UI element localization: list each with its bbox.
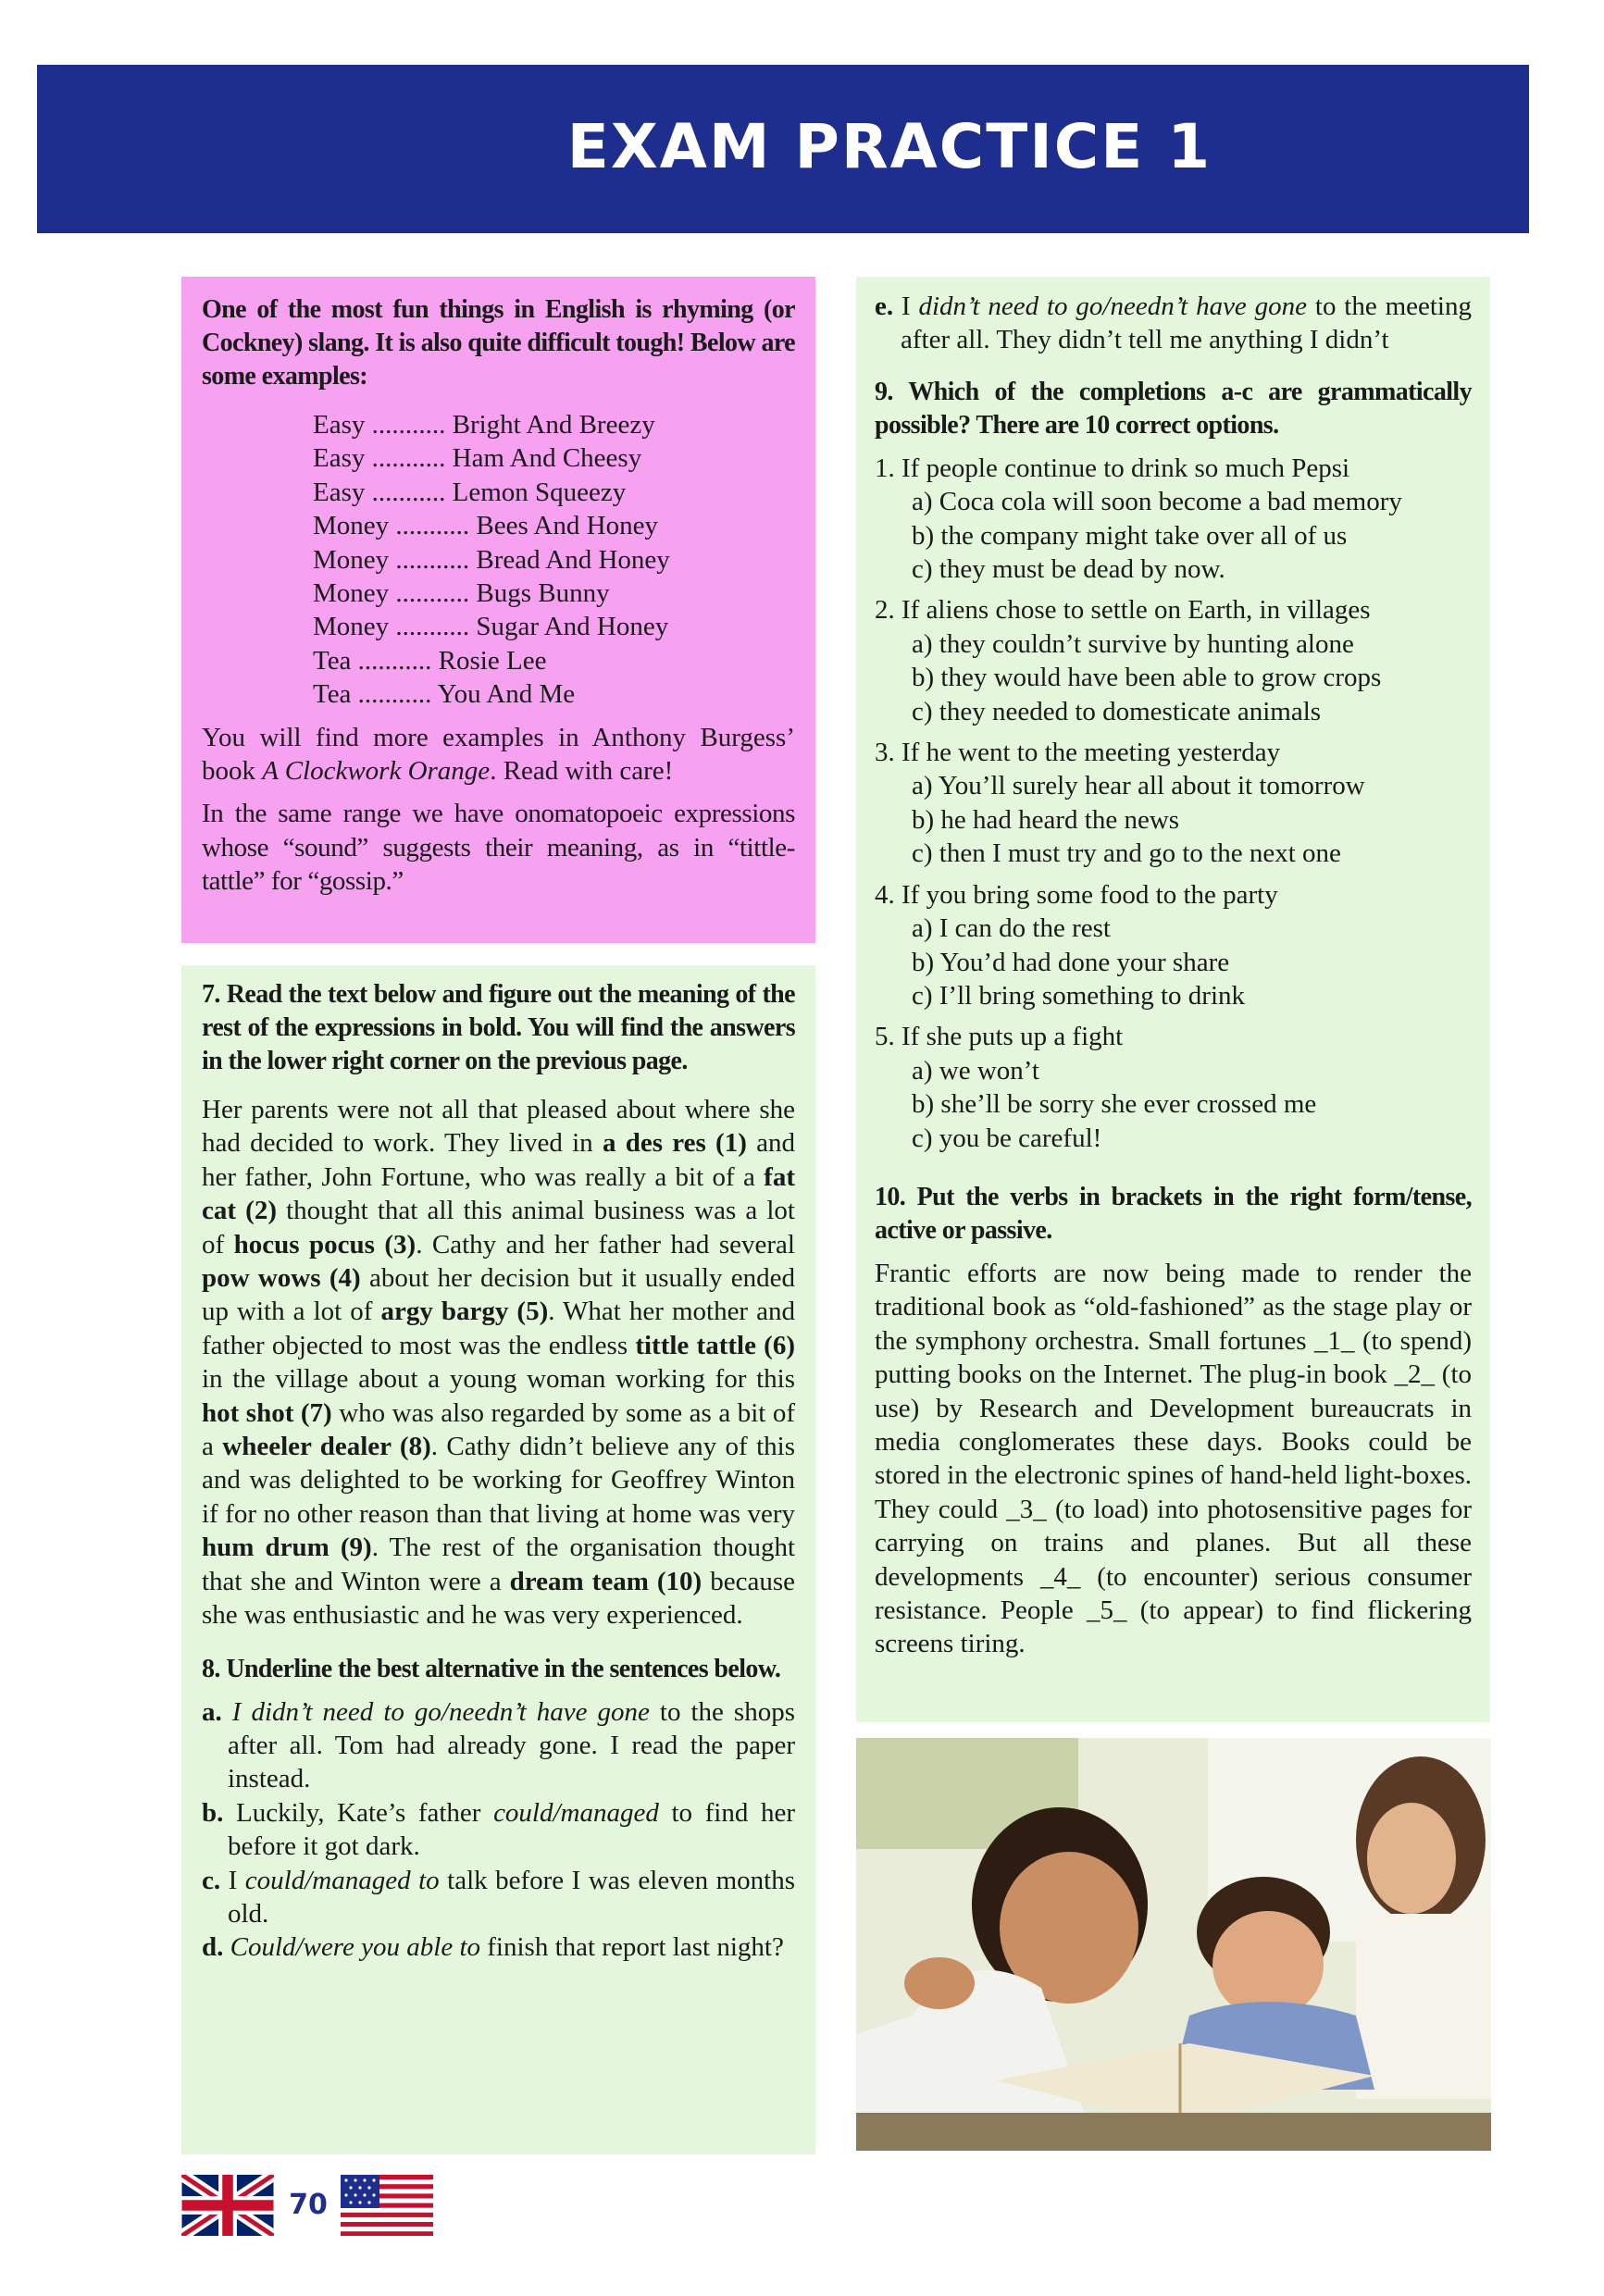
onomatopoeic-note: In the same range we have onomatopoeic expressions whose “sound” suggests their meaning, as in “tittle-tattle” for “gossip.” [202, 799, 795, 897]
option: b) the company might take over all of us [912, 520, 1348, 551]
text-run: . What her mother and father objected to most was the endless [202, 1297, 796, 1360]
exercise-9-10-box [856, 277, 1490, 1722]
option: c) I’ll bring something to drink [912, 980, 1246, 1011]
option: a) You’ll surely hear all about it tomorrow [912, 771, 1365, 801]
slang-item: Money ........... Bugs Bunny [313, 578, 610, 609]
exercise-8-item: e. I didn’t need to go/needn’t have gone to the meeting after all. They didn’t tell me anything I didn’t [875, 292, 1472, 355]
exercise-10-heading: 10. Put the verbs in brackets in the right form/tense, active or passive. [875, 1182, 1472, 1245]
text-run: about her decision but it usually ended up with a lot of [202, 1263, 795, 1327]
us-flag-icon [341, 2175, 433, 2236]
item-label: b. [202, 1797, 224, 1828]
slang-item: Easy ........... Bright And Breezy [313, 410, 655, 440]
alternatives: could/managed [493, 1797, 659, 1828]
option: b) they would have been able to grow crops [912, 663, 1382, 693]
exercise-8-continued [875, 290, 1472, 357]
option: b) she’ll be sorry she ever crossed me [912, 1089, 1317, 1120]
exercise-8-item: b. Luckily, Kate’s father could/managed to find her before it got dark. [202, 1797, 795, 1862]
text-run: . Cathy didn’t believe any of this and was delighted to be working for Geoffrey Winton if for no other reason than that living at home was very [202, 1432, 795, 1529]
option: b) You’d had done your share [912, 947, 1230, 977]
photo-illustration [856, 1738, 1491, 2151]
question: 3. If he went to the meeting yesterday [875, 738, 1281, 768]
item-label: a. [202, 1696, 222, 1727]
question: 4. If you bring some food to the party [875, 879, 1278, 910]
alternatives: Could/were you able to [230, 1932, 481, 1963]
slang-item: Tea ........... Rosie Lee [313, 645, 547, 676]
page-number: 70 [289, 2189, 328, 2221]
slang-item: Tea ........... You And Me [313, 679, 576, 710]
slang-intro: One of the most fun things in English is rhyming (or Cockney) slang. It is also quite difficult tough! Below are some examples: [202, 295, 795, 391]
slang-item: Easy ........... Ham And Cheesy [313, 443, 642, 474]
exercise-8-item: a. I didn’t need to go/needn’t have gone to the shops after all. Tom had already gone. I read the paper instead. [202, 1696, 796, 1794]
item-label: c. [202, 1865, 221, 1895]
option: c) they must be dead by now. [912, 554, 1225, 585]
text-run: . The rest of the organisation thought that she and Winton were a [202, 1533, 796, 1596]
option: a) I can do the rest [912, 913, 1111, 944]
option: c) then I must try and go to the next one [912, 838, 1341, 869]
text-run: because she was enthusiastic and he was very experienced. [202, 1566, 795, 1631]
option: b) he had heard the news [912, 804, 1180, 835]
bold-expression: a des res (1) [602, 1128, 747, 1159]
bold-expression: hot shot (7) [202, 1397, 332, 1428]
text-run: and her father, John Fortune, who was really a bit of a [202, 1128, 795, 1192]
slang-item: Money ........... Bread And Honey [313, 544, 670, 575]
text-run: who was also regarded by some as a bit of a [202, 1397, 796, 1462]
cockney-slang-box [181, 277, 815, 943]
exercise-8-heading: 8. Underline the best alternative in the sentences below. [202, 1654, 781, 1683]
bold-expression: fat cat (2) [202, 1161, 795, 1226]
exercise-7-text [202, 1093, 795, 1632]
option: a) Coca cola will soon become a bad memory [912, 487, 1402, 517]
alternatives: didn’t need to go/needn’t have gone [918, 292, 1308, 321]
exercise-9-heading: 9. Which of the completions a-c are grammatically possible? There are 10 correct options. [875, 377, 1472, 440]
slang-item: Money ........... Sugar And Honey [313, 612, 669, 642]
text-run: . Cathy and her father had several [416, 1229, 795, 1260]
page-footer [181, 2175, 431, 2236]
alternatives: could/managed to [244, 1865, 440, 1895]
text-run: in the village about a young woman working for this [202, 1364, 795, 1395]
option: c) you be careful! [912, 1123, 1102, 1153]
bold-expression: pow wows (4) [202, 1263, 361, 1294]
exercise-7-8-box [181, 965, 815, 2154]
option: a) we won’t [912, 1055, 1039, 1086]
exercise-7-heading: 7. Read the text below and figure out the meaning of the rest of the expressions in bold. You will find the answers in the lower right corner on the previous page. [202, 980, 795, 1075]
exercise-8-item: d. Could/were you able to finish that report last night? [202, 1932, 784, 1963]
book-title: A Clockwork Orange [262, 756, 491, 787]
bold-expression: argy bargy (5) [380, 1297, 549, 1327]
uk-flag-icon [181, 2175, 274, 2236]
exercise-8-list [202, 1695, 795, 1965]
slang-list [202, 408, 795, 712]
alternatives: I didn’t need to go/needn’t have gone [231, 1696, 650, 1727]
item-label: d. [202, 1932, 224, 1963]
header-banner [37, 65, 1529, 233]
bold-expression: hocus pocus (3) [233, 1229, 417, 1260]
item-label: e. [875, 292, 894, 321]
bold-expression: dream team (10) [509, 1566, 703, 1596]
slang-item: Easy ........... Lemon Squeezy [313, 477, 627, 507]
bold-expression: wheeler dealer (8) [222, 1432, 431, 1462]
bold-expression: tittle tattle (6) [635, 1330, 795, 1360]
option: a) they couldn’t survive by hunting alone [912, 628, 1354, 659]
page-title: EXAM PRACTICE 1 [566, 111, 1212, 182]
family-reading-photo [856, 1738, 1491, 2151]
question: 1. If people continue to drink so much Pepsi [875, 453, 1350, 483]
text-run: thought that all this animal business was a lot of [202, 1196, 795, 1260]
slang-item: Money ........... Bees And Honey [313, 511, 658, 541]
question: 2. If aliens chose to settle on Earth, in villages [875, 595, 1371, 626]
text-run: Her parents were not all that pleased about where she had decided to work. They lived in [202, 1095, 795, 1159]
question: 5. If she puts up a fight [875, 1022, 1124, 1052]
bold-expression: hum drum (9) [202, 1533, 372, 1563]
exercise-10-text: Frantic efforts are now being made to render the traditional book as “old-fashioned” as the stage play or the symphony orchestra. Small fortunes _1_ (to spend) putting books on the Internet. The plug-in book _2_ (to use) by Research and Development bureaucrats in media conglomerates these days. Books could be stored in the electronic spines of hand-held light-boxes. They could _3_ (to load) into photosensitive pages for carrying on trains and planes. But all these developments _4_ (to encounter) serious consumer resistance. People _5_ (to appear) to find flickering screens tiring. [875, 1258, 1472, 1659]
option: c) they needed to domesticate animals [912, 696, 1322, 726]
exercise-8-item: c. I could/managed to talk before I was eleven months old. [202, 1865, 795, 1929]
exercise-9-list [875, 452, 1472, 1162]
more-examples: You will find more examples in Anthony Burgess’ book A Clockwork Orange. Read with care! [202, 722, 795, 787]
